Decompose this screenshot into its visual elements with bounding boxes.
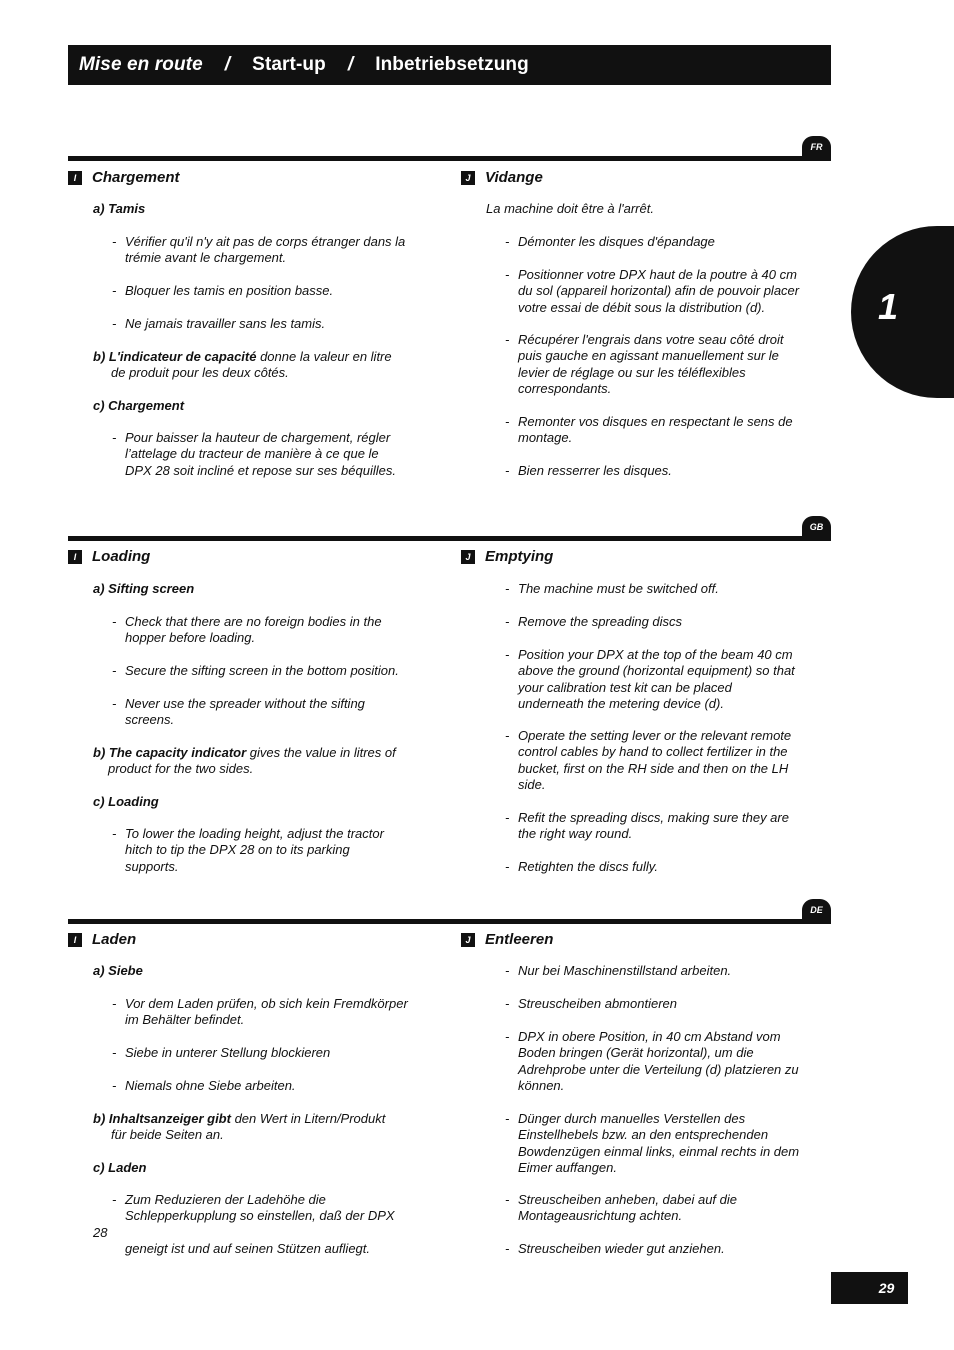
language-badge-fr: FR [802,136,831,158]
paragraph: La machine doit être à l'arrêt. [486,201,654,216]
language-badge-gb: GB [802,516,831,538]
chapter-number: 1 [877,286,899,327]
section-heading [68,548,150,565]
section-title: Laden [92,931,137,948]
page-header [68,45,831,85]
section-title: Entleeren [485,931,554,948]
header-title-de: Inbetriebsetzung [375,54,529,75]
header-title-fr: Mise en route [79,54,203,75]
section-heading [461,931,553,948]
section-heading [68,931,136,948]
paragraph: b) The capacity indicator gives the value in litres of product for the two sides. [93,745,396,777]
section-heading [461,169,543,186]
section-marker: I [68,171,82,185]
header-separator: / [224,54,231,75]
subheading: c) Laden [93,1160,147,1175]
section-heading [461,548,553,565]
header-separator: / [347,54,354,75]
subheading: c) Loading [93,794,159,809]
page-number: 29 [831,1272,908,1304]
subheading: a) Siebe [93,963,143,978]
stray-text: 28 [93,1225,108,1240]
paragraph: geneigt ist und auf seinen Stützen aufliegt. [125,1241,371,1256]
paragraph: b) Inhaltsanzeiger gibt den Wert in Litern/Produkt für beide Seiten an. [93,1111,386,1143]
header-title-gb: Start-up [252,54,326,75]
subheading: a) Tamis [93,201,146,216]
subheading: a) Sifting screen [93,581,195,596]
section-title: Chargement [92,169,180,186]
section-rule [68,156,831,161]
language-badge-de: DE [802,899,831,921]
section-marker: I [68,933,82,947]
section-marker: J [461,933,475,947]
section-marker: J [461,171,475,185]
subheading: c) Chargement [93,398,185,413]
section-rule [68,919,831,924]
paragraph: b) L'indicateur de capacité donne la valeur en litre de produit pour les deux côtés. [93,349,392,381]
section-marker: J [461,550,475,564]
section-title: Emptying [485,548,554,565]
section-title: Loading [92,548,151,565]
section-title: Vidange [485,169,543,186]
section-rule [68,536,831,541]
section-marker: I [68,550,82,564]
section-heading [68,169,180,186]
